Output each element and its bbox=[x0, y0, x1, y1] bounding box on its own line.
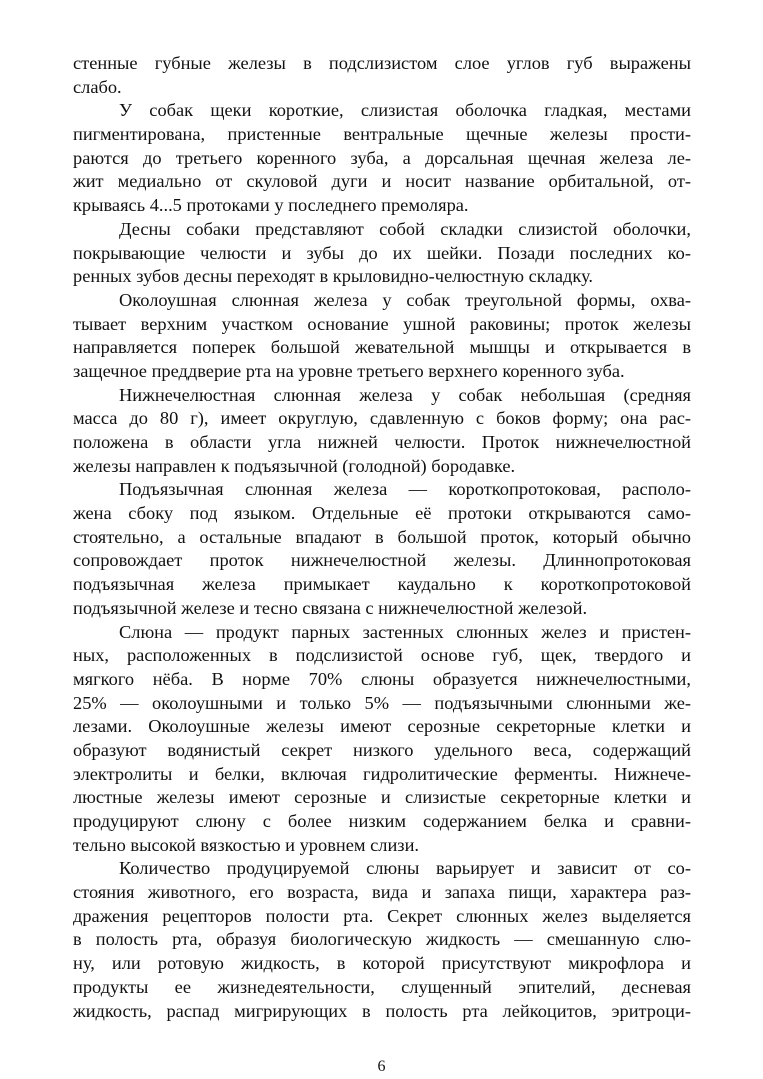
text-line: сопровождает проток нижнечелюстной железы. Длиннопротоковая bbox=[73, 550, 691, 571]
text-line: стояния животного, его возраста, вида и запаха пищи, характера раз- bbox=[73, 882, 691, 903]
text-line: У собак щеки короткие, слизистая оболочка гладкая, местами bbox=[119, 100, 691, 121]
paragraph bbox=[73, 478, 691, 620]
text-line: ренных зубов десны переходят в крыловидно-челюстную складку. bbox=[73, 266, 594, 287]
text-line: Подъязычная слюнная железа — короткопротоковая, располо- bbox=[119, 479, 691, 500]
paragraph bbox=[73, 384, 691, 479]
text-line: подъязычной железе и тесно связана с нижнечелюстной железой. bbox=[73, 597, 588, 618]
text-line: Количество продуцируемой слюны варьирует и зависит от со- bbox=[119, 858, 691, 879]
text-line: тельно высокой вязкостью и уровнем слизи. bbox=[73, 834, 420, 855]
text-line: дражения рецепторов полости рта. Секрет слюнных желез выделяется bbox=[73, 905, 691, 926]
text-line: масса до 80 г), имеет округлую, сдавленную с боков форму; она рас- bbox=[73, 408, 691, 429]
text-line: подъязычная железа примыкает каудально к короткопротоковой bbox=[73, 574, 691, 595]
paragraph bbox=[73, 857, 691, 1023]
paragraph bbox=[73, 52, 691, 99]
body-text bbox=[73, 52, 691, 1023]
text-line: железы направлен к подъязычной (голодной) бородавке. bbox=[73, 455, 516, 476]
text-line: пигментирована, пристенные вентральные щечные железы прости- bbox=[73, 124, 691, 145]
text-line: Околоушная слюнная железа у собак треугольной формы, охва- bbox=[119, 289, 691, 310]
text-line: Слюна — продукт парных застенных слюнных желез и пристен- bbox=[119, 621, 691, 642]
text-line: ну, или ротовую жидкость, в которой присутствуют микрофлора и bbox=[73, 953, 691, 974]
text-line: жидкость, распад мигрирующих в полость рта лейкоцитов, эритроци- bbox=[73, 1000, 691, 1021]
text-line: стоятельно, а остальные впадают в большой проток, который обычно bbox=[73, 526, 691, 547]
text-line: слабо. bbox=[73, 76, 122, 97]
text-line: положена в области угла нижней челюсти. Проток нижнечелюстной bbox=[73, 432, 691, 452]
text-line: лезами. Околоушные железы имеют серозные секреторные клетки и bbox=[73, 716, 691, 737]
text-line: мягкого нёба. В норме 70% слюны образуется нижнечелюстными, bbox=[73, 668, 691, 689]
text-line: Десны собаки представляют собой складки слизистой оболочки, bbox=[119, 218, 691, 239]
paragraph bbox=[73, 218, 691, 289]
text-line: крываясь 4...5 протоками у последнего премоляра. bbox=[73, 195, 469, 216]
text-line: раются до третьего коренного зуба, а дорсальная щечная железа ле- bbox=[73, 147, 691, 168]
text-line: образуют водянистый секрет низкого удельного веса, содержащий bbox=[73, 739, 691, 760]
paragraph bbox=[73, 99, 691, 217]
text-line: ных, расположенных в подслизистой основе губ, щек, твердого и bbox=[73, 645, 691, 666]
text-line: продукты ее жизнедеятельности, слущенный эпителий, десневая bbox=[73, 976, 691, 997]
text-line: направляется поперек большой жевательной мышцы и открывается в bbox=[73, 337, 691, 358]
page-number: 6 bbox=[377, 1058, 386, 1075]
text-line: тывает верхним участком основание ушной раковины; проток железы bbox=[73, 313, 691, 334]
paragraph bbox=[73, 621, 691, 858]
text-line: в полость рта, образуя биологическую жидкость — смешанную слю- bbox=[73, 929, 691, 950]
text-line: защечное преддверие рта на уровне третьего верхнего коренного зуба. bbox=[73, 360, 625, 381]
text-line: электролиты и белки, включая гидролитические ферменты. Нижнече- bbox=[73, 763, 691, 784]
text-line: люстные железы имеют серозные и слизистые секреторные клетки и bbox=[73, 787, 691, 808]
text-line: продуцируют слюну с более низким содержанием белка и сравни- bbox=[73, 811, 691, 831]
text-line: жена сбоку под языком. Отдельные её протоки открываются само- bbox=[73, 503, 691, 524]
text-line: жит медиально от скуловой дуги и носит название орбитальной, от- bbox=[73, 171, 691, 192]
text-line: стенные губные железы в подслизистом слое углов губ выражены bbox=[73, 53, 691, 73]
text-line: покрывающие челюсти и зубы до их шейки. Позади последних ко- bbox=[73, 242, 691, 263]
text-line: Нижнечелюстная слюнная железа у собак небольшая (средняя bbox=[119, 384, 691, 405]
text-line: 25% — околоушными и только 5% — подъязычными слюнными же- bbox=[73, 692, 691, 713]
paragraph bbox=[73, 289, 691, 384]
